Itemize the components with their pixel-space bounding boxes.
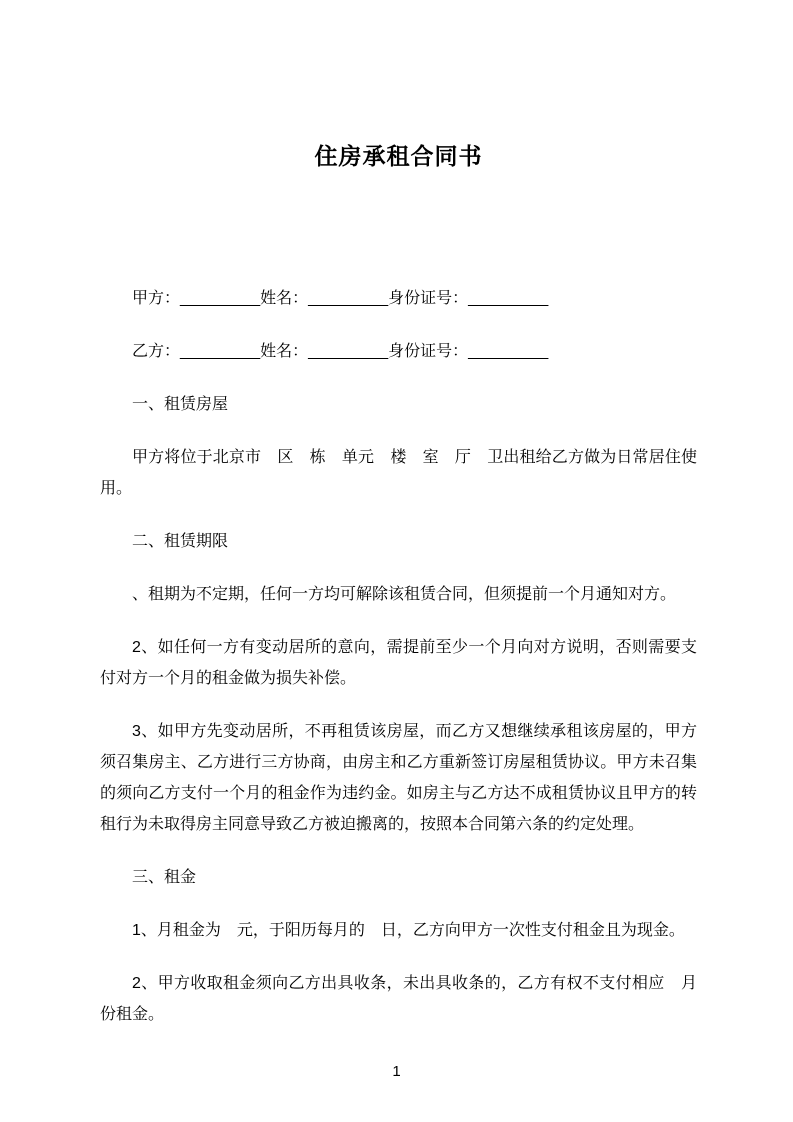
clause-2-3: 3、如甲方先变动居所，不再租赁该房屋，而乙方又想继续承租该房屋的，甲方须召集房主、乙方进行三方协商，由房主和乙方重新签订房屋租赁协议。甲方未召集的须向乙方支付一个月的租金作为违约金。如房主与乙方达不成租赁协议且甲方的转租行为未取得房主同意导致乙方被迫搬离的，按照本合同第六条的约定处理。	[100, 723, 697, 833]
page-number: 1	[392, 1063, 401, 1080]
party-a-line: 甲方：_________姓名：_________身份证号：_________	[132, 290, 549, 307]
section-3-heading: 三、租金	[132, 869, 197, 886]
clause-3-1: 1、月租金为 元，于阳历每月的 日，乙方向甲方一次性支付租金且为现金。	[132, 922, 685, 939]
document-title: 住房承租合同书	[314, 143, 483, 169]
section-1-body: 甲方将位于北京市 区 栋 单元 楼 室 厅 卫出租给乙方做为日常居住使用。	[100, 449, 697, 497]
section-2-heading: 二、租赁期限	[132, 533, 229, 550]
clause-2-1: 、租期为不定期，任何一方均可解除该租赁合同，但须提前一个月通知对方。	[132, 586, 677, 603]
clause-3-2: 2、甲方收取租金须向乙方出具收条，未出具收条的，乙方有权不支付相应 月份租金。	[100, 975, 697, 1023]
section-1-heading: 一、租赁房屋	[132, 396, 229, 413]
clause-2-2: 2、如任何一方有变动居所的意向，需提前至少一个月向对方说明，否则需要支付对方一个月的租金做为损失补偿。	[100, 639, 697, 687]
party-b-line: 乙方：_________姓名：_________身份证号：_________	[132, 343, 549, 360]
